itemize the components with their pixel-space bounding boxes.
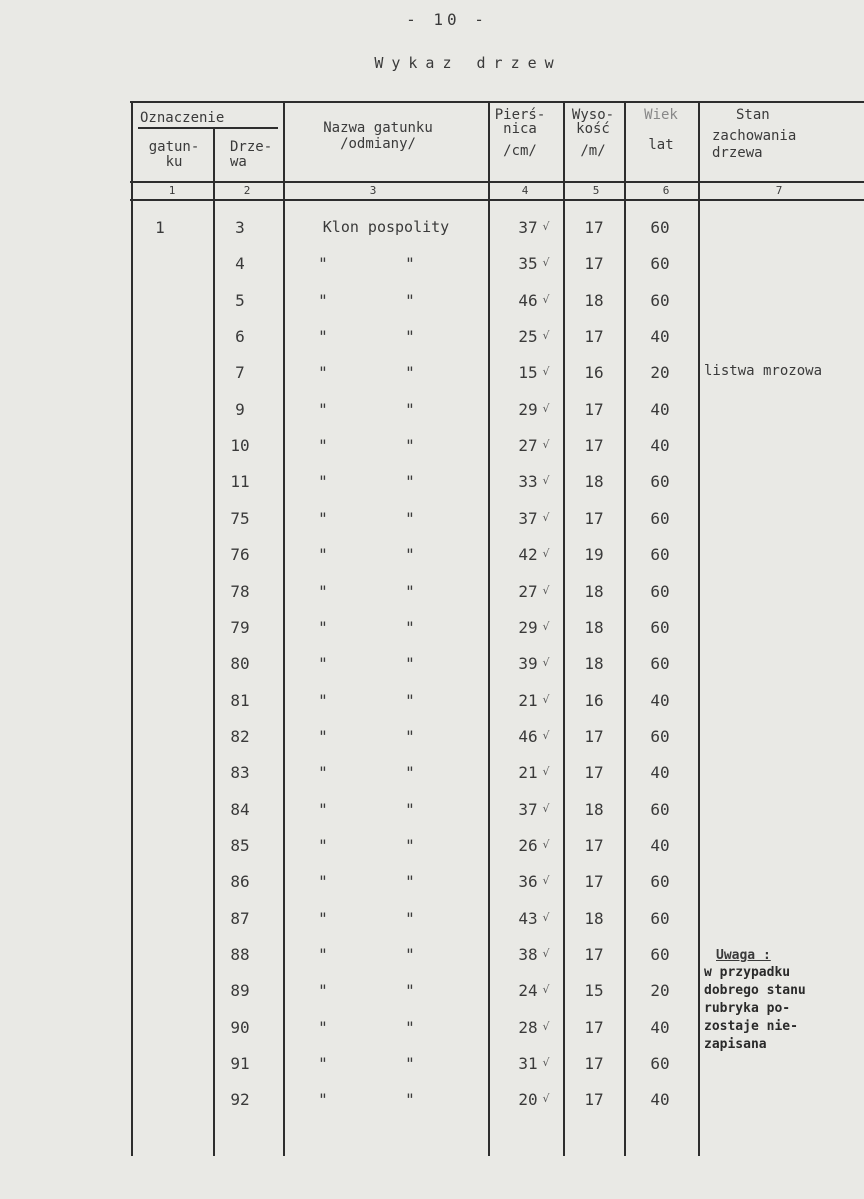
height-value: 17	[584, 254, 604, 273]
species-number: 1	[155, 218, 165, 237]
ditto-mark: "	[318, 1018, 328, 1037]
check-mark: √	[542, 874, 550, 887]
check-mark: √	[542, 474, 550, 487]
girth-value: 29	[518, 618, 538, 637]
age-value: 40	[650, 836, 670, 855]
ditto-mark: "	[405, 1018, 415, 1037]
age-value: 60	[650, 218, 670, 237]
ditto-mark: "	[405, 727, 415, 746]
girth-value: 20	[518, 1090, 538, 1109]
check-mark: √	[542, 1020, 550, 1033]
table-left-border	[131, 101, 133, 1156]
girth-value: 31	[518, 1054, 538, 1073]
girth-value: 24	[518, 981, 538, 1000]
header-height-line3: /m/	[580, 143, 606, 159]
tree-number: 90	[230, 1018, 250, 1037]
ditto-mark: "	[405, 836, 415, 855]
ditto-mark: "	[405, 945, 415, 964]
tree-number: 86	[230, 872, 250, 891]
column-number-7: 7	[775, 184, 783, 197]
header-condition-line3: drzewa	[712, 145, 763, 161]
column-divider-2	[213, 128, 215, 1156]
girth-value: 21	[518, 763, 538, 782]
tree-number: 78	[230, 582, 250, 601]
tree-number: 80	[230, 654, 250, 673]
age-value: 40	[650, 400, 670, 419]
ditto-mark: "	[318, 945, 328, 964]
header-name-line1: Nazwa gatunku	[323, 120, 433, 136]
ditto-mark: "	[318, 872, 328, 891]
girth-value: 35	[518, 254, 538, 273]
height-value: 15	[584, 981, 604, 1000]
header-height-line1: Wyso-	[571, 107, 615, 123]
girth-value: 25	[518, 327, 538, 346]
tree-number: 83	[230, 763, 250, 782]
header-girth-line2: nica	[503, 121, 537, 137]
column-divider-3	[283, 101, 285, 1156]
header-species-line1: gatun-	[148, 139, 200, 155]
ditto-mark: "	[318, 254, 328, 273]
check-mark: √	[542, 838, 550, 851]
column-number-6: 6	[662, 184, 670, 197]
girth-value: 39	[518, 654, 538, 673]
check-mark: √	[542, 1092, 550, 1105]
tree-number: 10	[230, 436, 250, 455]
condition-value: listwa mrozowa	[704, 363, 823, 379]
column-number-1: 1	[168, 184, 176, 197]
age-value: 60	[650, 909, 670, 928]
height-value: 17	[584, 327, 604, 346]
page-number: - 10 -	[406, 10, 488, 29]
height-value: 18	[584, 291, 604, 310]
check-mark: √	[542, 329, 550, 342]
tree-number: 84	[230, 800, 250, 819]
tree-number: 4	[235, 254, 245, 273]
age-value: 40	[650, 1090, 670, 1109]
column-divider-7	[698, 101, 700, 1156]
check-mark: √	[542, 983, 550, 996]
age-value: 60	[650, 945, 670, 964]
height-value: 18	[584, 618, 604, 637]
note-line-2: dobrego stanu	[704, 983, 806, 998]
height-value: 18	[584, 472, 604, 491]
age-value: 60	[650, 254, 670, 273]
height-value: 17	[584, 1090, 604, 1109]
age-value: 60	[650, 291, 670, 310]
height-value: 16	[584, 691, 604, 710]
height-value: 17	[584, 945, 604, 964]
tree-number: 88	[230, 945, 250, 964]
girth-value: 27	[518, 436, 538, 455]
girth-value: 21	[518, 691, 538, 710]
tree-number: 92	[230, 1090, 250, 1109]
ditto-mark: "	[318, 545, 328, 564]
height-value: 17	[584, 763, 604, 782]
note-heading: Uwaga :	[716, 948, 771, 963]
girth-value: 42	[518, 545, 538, 564]
ditto-mark: "	[318, 836, 328, 855]
note-line-3: rubryka po-	[704, 1001, 791, 1016]
ditto-mark: "	[405, 654, 415, 673]
column-divider-6	[624, 101, 626, 1156]
age-value: 60	[650, 509, 670, 528]
girth-value: 43	[518, 909, 538, 928]
girth-value: 29	[518, 400, 538, 419]
girth-value: 46	[518, 291, 538, 310]
check-mark: √	[542, 656, 550, 669]
age-value: 60	[650, 872, 670, 891]
header-height-line2: kość	[576, 121, 610, 137]
height-value: 18	[584, 909, 604, 928]
check-mark: √	[542, 911, 550, 924]
ditto-mark: "	[405, 1090, 415, 1109]
check-mark: √	[542, 293, 550, 306]
header-bottom-rule	[130, 181, 864, 183]
ditto-mark: "	[405, 400, 415, 419]
tree-number: 9	[235, 400, 245, 419]
tree-number: 85	[230, 836, 250, 855]
age-value: 40	[650, 691, 670, 710]
age-value: 20	[650, 363, 670, 382]
ditto-mark: "	[405, 618, 415, 637]
age-value: 40	[650, 327, 670, 346]
column-number-3: 3	[369, 184, 377, 197]
height-value: 17	[584, 436, 604, 455]
age-value: 60	[650, 1054, 670, 1073]
girth-value: 26	[518, 836, 538, 855]
age-value: 40	[650, 763, 670, 782]
height-value: 17	[584, 509, 604, 528]
girth-value: 27	[518, 582, 538, 601]
ditto-mark: "	[318, 509, 328, 528]
age-value: 20	[650, 981, 670, 1000]
height-value: 18	[584, 582, 604, 601]
age-value: 60	[650, 618, 670, 637]
ditto-mark: "	[405, 436, 415, 455]
header-species-line2: ku	[165, 154, 183, 170]
header-condition-line1: Stan	[736, 107, 770, 123]
table-top-rule	[130, 101, 864, 103]
ditto-mark: "	[405, 1054, 415, 1073]
ditto-mark: "	[318, 1054, 328, 1073]
height-value: 17	[584, 836, 604, 855]
ditto-mark: "	[405, 981, 415, 1000]
check-mark: √	[542, 256, 550, 269]
note-line-5: zapisana	[704, 1037, 767, 1052]
ditto-mark: "	[405, 291, 415, 310]
header-condition-line2: zachowania	[712, 128, 797, 144]
age-value: 60	[650, 545, 670, 564]
ditto-mark: "	[405, 254, 415, 273]
ditto-mark: "	[318, 763, 328, 782]
ditto-mark: "	[405, 582, 415, 601]
note-line-1: w przypadku	[704, 965, 791, 980]
height-value: 17	[584, 727, 604, 746]
age-value: 60	[650, 727, 670, 746]
tree-number: 82	[230, 727, 250, 746]
ditto-mark: "	[318, 618, 328, 637]
ditto-mark: "	[405, 327, 415, 346]
girth-value: 28	[518, 1018, 538, 1037]
tree-number: 75	[230, 509, 250, 528]
age-value: 60	[650, 472, 670, 491]
designation-underline	[138, 127, 278, 129]
column-divider-4	[488, 101, 490, 1156]
ditto-mark: "	[405, 509, 415, 528]
tree-number: 91	[230, 1054, 250, 1073]
ditto-mark: "	[405, 691, 415, 710]
ditto-mark: "	[318, 291, 328, 310]
height-value: 18	[584, 654, 604, 673]
tree-number: 3	[235, 218, 245, 237]
tree-number: 79	[230, 618, 250, 637]
column-divider-5	[563, 101, 565, 1156]
age-value: 60	[650, 582, 670, 601]
ditto-mark: "	[405, 909, 415, 928]
check-mark: √	[542, 729, 550, 742]
column-number-4: 4	[521, 184, 529, 197]
ditto-mark: "	[405, 800, 415, 819]
ditto-mark: "	[318, 727, 328, 746]
tree-number: 5	[235, 291, 245, 310]
check-mark: √	[542, 547, 550, 560]
tree-number: 87	[230, 909, 250, 928]
ditto-mark: "	[318, 582, 328, 601]
page-title: Wykaz drzew	[374, 54, 562, 72]
column-number-2: 2	[243, 184, 251, 197]
check-mark: √	[542, 584, 550, 597]
number-row-rule	[130, 199, 864, 201]
check-mark: √	[542, 947, 550, 960]
age-value: 40	[650, 436, 670, 455]
girth-value: 46	[518, 727, 538, 746]
ditto-mark: "	[405, 545, 415, 564]
tree-number: 11	[230, 472, 250, 491]
ditto-mark: "	[318, 909, 328, 928]
header-name-line2: /odmiany/	[340, 136, 416, 152]
height-value: 16	[584, 363, 604, 382]
check-mark: √	[542, 620, 550, 633]
ditto-mark: "	[405, 472, 415, 491]
header-age-line1: Wiek	[644, 107, 678, 123]
girth-value: 37	[518, 218, 538, 237]
girth-value: 36	[518, 872, 538, 891]
column-number-5: 5	[592, 184, 600, 197]
ditto-mark: "	[405, 872, 415, 891]
ditto-mark: "	[318, 1090, 328, 1109]
header-designation: Oznaczenie	[140, 110, 225, 126]
girth-value: 37	[518, 800, 538, 819]
ditto-mark: "	[318, 691, 328, 710]
tree-number: 6	[235, 327, 245, 346]
check-mark: √	[542, 693, 550, 706]
check-mark: √	[542, 765, 550, 778]
tree-number: 7	[235, 363, 245, 382]
ditto-mark: "	[318, 654, 328, 673]
header-tree-line2: wa	[230, 154, 247, 170]
ditto-mark: "	[318, 436, 328, 455]
check-mark: √	[542, 1056, 550, 1069]
tree-number: 76	[230, 545, 250, 564]
girth-value: 37	[518, 509, 538, 528]
check-mark: √	[542, 365, 550, 378]
ditto-mark: "	[318, 400, 328, 419]
ditto-mark: "	[318, 800, 328, 819]
check-mark: √	[542, 402, 550, 415]
girth-value: 33	[518, 472, 538, 491]
header-tree-line1: Drze-	[230, 139, 273, 155]
height-value: 17	[584, 872, 604, 891]
height-value: 19	[584, 545, 604, 564]
ditto-mark: "	[405, 763, 415, 782]
header-girth-line1: Pierś-	[494, 107, 546, 123]
ditto-mark: "	[405, 363, 415, 382]
height-value: 17	[584, 218, 604, 237]
check-mark: √	[542, 511, 550, 524]
check-mark: √	[542, 802, 550, 815]
ditto-mark: "	[318, 472, 328, 491]
tree-number: 89	[230, 981, 250, 1000]
height-value: 17	[584, 400, 604, 419]
header-girth-line3: /cm/	[503, 143, 537, 159]
header-age-line2: lat	[648, 137, 674, 153]
tree-number: 81	[230, 691, 250, 710]
height-value: 17	[584, 1054, 604, 1073]
ditto-mark: "	[318, 981, 328, 1000]
check-mark: √	[542, 438, 550, 451]
height-value: 18	[584, 800, 604, 819]
age-value: 60	[650, 654, 670, 673]
ditto-mark: "	[318, 363, 328, 382]
note-line-4: zostaje nie-	[704, 1019, 798, 1034]
age-value: 40	[650, 1018, 670, 1037]
girth-value: 38	[518, 945, 538, 964]
girth-value: 15	[518, 363, 538, 382]
species-name: Klon pospolity	[322, 218, 450, 236]
check-mark: √	[542, 220, 550, 233]
height-value: 17	[584, 1018, 604, 1037]
age-value: 60	[650, 800, 670, 819]
ditto-mark: "	[318, 327, 328, 346]
